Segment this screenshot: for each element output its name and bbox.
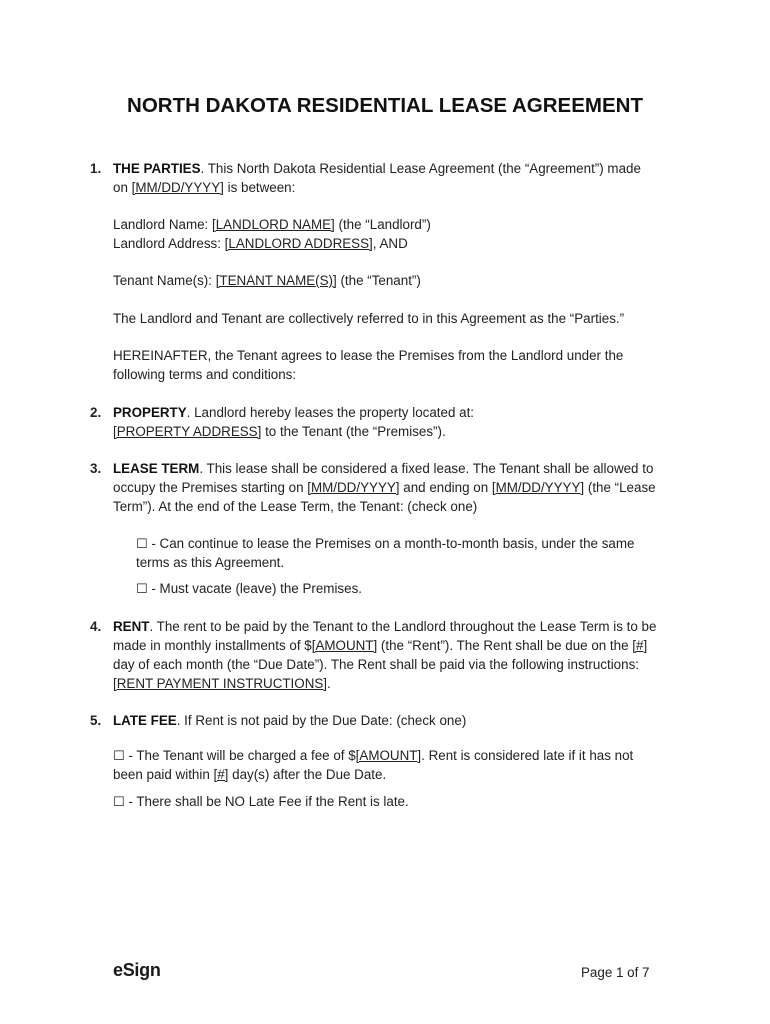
lease-term-option-2	[136, 581, 362, 597]
rent-line-3: day of each month (the “Due Date”). The Rent shall be paid via the following instructions:	[113, 657, 639, 672]
late-fee-option-2	[113, 794, 409, 810]
section-number-rent: 4.	[90, 619, 102, 634]
lease-term-text-1: . This lease shall be considered a fixed lease. The Tenant shall be allowed to	[199, 461, 654, 476]
late-fee-charge-text: - The Tenant will be charged a fee of $	[124, 748, 356, 763]
rent-text-1: . The rent to be paid by the Tenant to the Landlord throughout the Lease Term is to be	[149, 619, 657, 634]
agreement-date-field[interactable]: [MM/DD/YYYY]	[131, 180, 224, 195]
section-number-property: 2.	[90, 405, 102, 420]
landlord-address-line	[113, 236, 408, 252]
section-number-parties: 1.	[90, 161, 102, 176]
tenant-name-label: Tenant Name(s):	[113, 273, 216, 288]
parties-collective-text: The Landlord and Tenant are collectively referred to in this Agreement as the “Parties.”	[113, 311, 625, 326]
rent-instructions-period: .	[327, 676, 331, 691]
hereinafter-line-2: following terms and conditions:	[113, 367, 297, 382]
landlord-address-label: Landlord Address:	[113, 236, 225, 251]
late-fee-charge-checkbox[interactable]: ☐	[113, 748, 125, 763]
rent-instructions-field[interactable]: [RENT PAYMENT INSTRUCTIONS]	[113, 676, 328, 691]
landlord-name-field[interactable]: [LANDLORD NAME]	[212, 217, 335, 232]
document-title: NORTH DAKOTA RESIDENTIAL LEASE AGREEMENT	[127, 94, 643, 117]
lease-term-line-2	[113, 480, 656, 496]
lease-term-option-1-cont: terms as this Agreement.	[136, 555, 285, 570]
rent-due-day-field[interactable]: [#]	[632, 638, 648, 653]
vacate-checkbox[interactable]: ☐	[136, 581, 148, 596]
hereinafter-line-1: HEREINAFTER, the Tenant agrees to lease the Premises from the Landlord under the	[113, 348, 624, 363]
tenant-name-line	[113, 273, 421, 289]
late-fee-heading: LATE FEE	[113, 713, 177, 728]
no-late-fee-checkbox[interactable]: ☐	[113, 794, 125, 809]
late-fee-option-1-cont	[113, 767, 386, 783]
lease-start-date-field[interactable]: [MM/DD/YYYY]	[307, 480, 400, 495]
late-fee-text-1: . If Rent is not paid by the Due Date: (check one)	[176, 713, 467, 728]
tenant-name-suffix: (the “Tenant”)	[336, 273, 421, 288]
lease-term-occupy-text: occupy the Premises starting on	[113, 480, 308, 495]
landlord-name-line	[113, 217, 431, 233]
rent-amount-field[interactable]: [AMOUNT]	[311, 638, 378, 653]
late-fee-days-text: day(s) after the Due Date.	[228, 767, 387, 782]
property-text-1: . Landlord hereby leases the property located at:	[186, 405, 475, 420]
rent-line-4	[113, 676, 331, 692]
parties-line-2	[113, 180, 295, 196]
parties-text-1: . This North Dakota Residential Lease Agreement (the “Agreement”) made	[200, 161, 641, 176]
rent-line-1	[113, 619, 656, 635]
late-fee-within-text: been paid within	[113, 767, 214, 782]
vacate-text: - Must vacate (leave) the Premises.	[147, 581, 362, 596]
lease-term-option-1	[136, 536, 634, 552]
property-address-field[interactable]: [PROPERTY ADDRESS]	[113, 424, 262, 439]
month-to-month-text: - Can continue to lease the Premises on a month-to-month basis, under the same	[147, 536, 635, 551]
rent-heading: RENT	[113, 619, 150, 634]
rent-line-2	[113, 638, 647, 654]
page-number: Page 1 of 7	[581, 965, 650, 980]
lease-term-heading: LEASE TERM	[113, 461, 200, 476]
rent-installments-text: made in monthly installments of $	[113, 638, 312, 653]
landlord-name-suffix: (the “Landlord”)	[334, 217, 431, 232]
property-line-2	[113, 424, 446, 440]
late-fee-considered-text: . Rent is considered late if it has not	[421, 748, 634, 763]
tenant-name-field[interactable]: [TENANT NAME(S)]	[215, 273, 337, 288]
lease-term-lease-text: (the “Lease	[584, 480, 656, 495]
esign-logo: eSign	[113, 960, 161, 980]
property-heading: PROPERTY	[113, 405, 187, 420]
landlord-name-label: Landlord Name:	[113, 217, 212, 232]
property-premises-text: to the Tenant (the “Premises”).	[261, 424, 446, 439]
late-fee-line-1	[113, 713, 466, 729]
late-fee-days-field[interactable]: [#]	[213, 767, 229, 782]
section-number-late-fee: 5.	[90, 713, 102, 728]
rent-due-text: (the “Rent”). The Rent shall be due on the	[377, 638, 633, 653]
lease-term-ending-text: and ending on	[399, 480, 492, 495]
property-line-1	[113, 405, 474, 421]
section-number-lease-term: 3.	[90, 461, 102, 476]
parties-between-text: is between:	[223, 180, 296, 195]
landlord-address-field[interactable]: [LANDLORD ADDRESS]	[224, 236, 373, 251]
lease-end-date-field[interactable]: [MM/DD/YYYY]	[491, 480, 585, 495]
lease-term-line-3: Term”). At the end of the Lease Term, the Tenant: (check one)	[113, 499, 478, 514]
parties-heading: THE PARTIES	[113, 161, 201, 176]
parties-line-1	[113, 161, 641, 177]
landlord-address-suffix: , AND	[372, 236, 408, 251]
late-fee-option-1	[113, 748, 633, 764]
month-to-month-checkbox[interactable]: ☐	[136, 536, 148, 551]
no-late-fee-text: - There shall be NO Late Fee if the Rent is late.	[124, 794, 409, 809]
lease-term-line-1	[113, 461, 653, 477]
late-fee-amount-field[interactable]: [AMOUNT]	[355, 748, 422, 763]
parties-on-text: on	[113, 180, 132, 195]
